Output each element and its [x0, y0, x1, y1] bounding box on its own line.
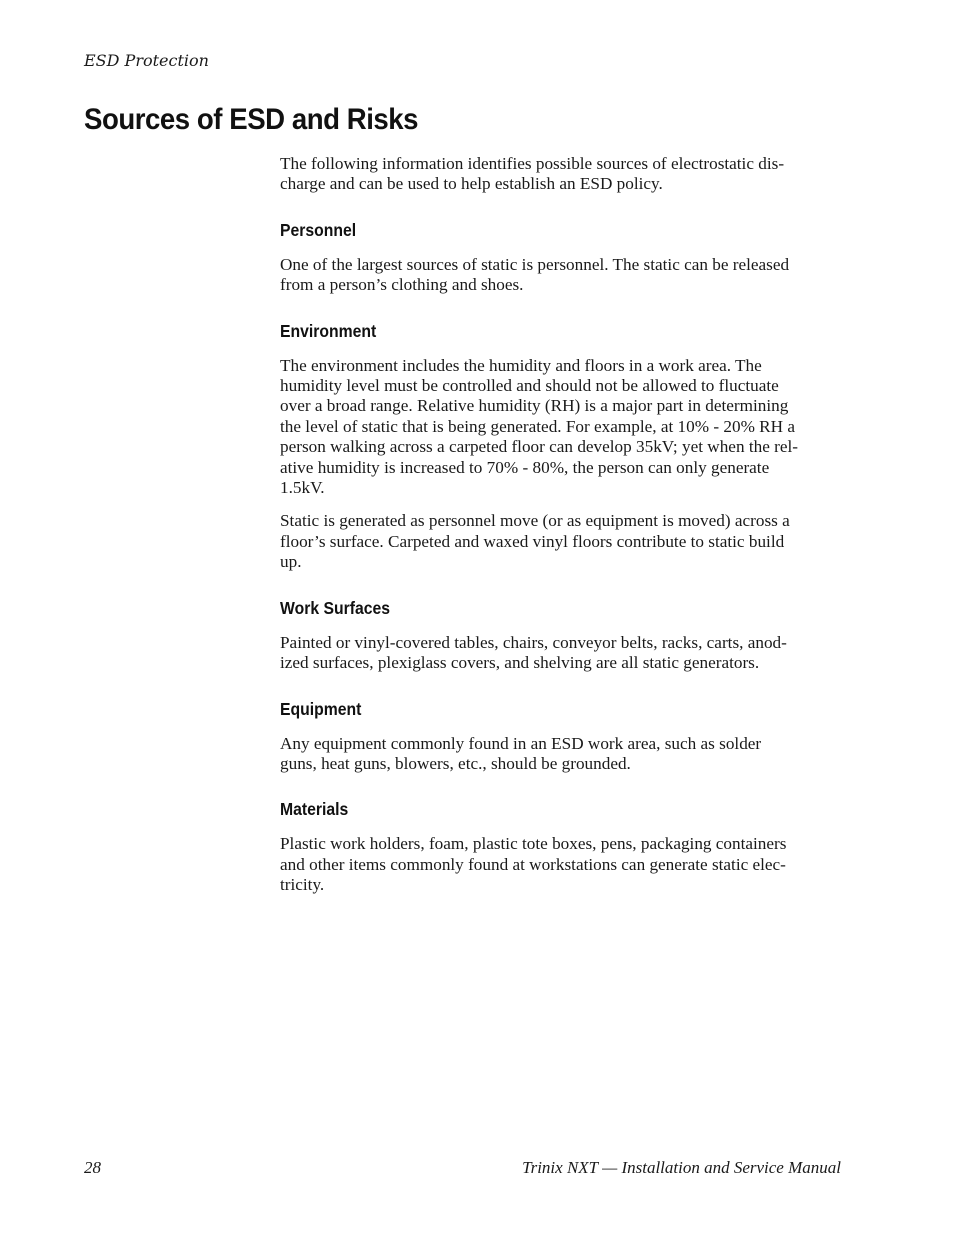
section-heading-materials: Materials [280, 799, 349, 820]
intro-paragraph: The following information identifies possible sources of electrostatic dis- charge and can be used to help establish an ESD policy. [280, 154, 785, 194]
equipment-paragraph: Any equipment commonly found in an ESD work area, such as solder guns, heat guns, blowers, etc., should be grounded. [280, 733, 762, 773]
section-work-surfaces [280, 597, 845, 674]
environment-paragraph-humidity: The environment includes the humidity and floors in a work area. The humidity level must be controlled and should not be allowed to fluctuate over a broad range. Relative humidity (RH) is a major part in determining the level of static that is being generated. For example, at 10% - 20% RH a person walking across a carpeted floor can develop 35kV; yet when the rel- ative humidity is increased to 70% - 80%, the person can only generate 1.5kV. [280, 355, 798, 498]
section-materials [280, 798, 845, 895]
section-personnel [280, 219, 845, 296]
body-column [280, 154, 845, 896]
environment-paragraph-floors: Static is generated as personnel move (or as equipment is moved) across a floor’s surface. Carpeted and waxed vinyl floors contribute to static build up. [280, 511, 790, 572]
section-heading-work-surfaces: Work Surfaces [280, 597, 391, 618]
page-title: Sources of ESD and Risks [84, 103, 419, 136]
footer-page-number: 28 [84, 1158, 101, 1177]
footer-manual-title: Trinix NXT — Installation and Service Manual [522, 1158, 841, 1177]
materials-paragraph: Plastic work holders, foam, plastic tote boxes, pens, packaging containers and other items commonly found at workstations can generate static elec- tricity. [280, 834, 787, 895]
section-heading-equipment: Equipment [280, 698, 362, 719]
section-equipment [280, 698, 845, 775]
section-heading-personnel: Personnel [280, 219, 357, 240]
work-surfaces-paragraph: Painted or vinyl-covered tables, chairs, conveyor belts, racks, carts, anod- ized surfaces, plexiglass covers, and shelving are all static generators. [280, 632, 787, 673]
running-header: ESD Protection [84, 51, 209, 70]
section-environment [280, 320, 845, 573]
personnel-paragraph: One of the largest sources of static is personnel. The static can be released from a person’s clothing and shoes. [280, 254, 790, 295]
section-heading-environment: Environment [280, 320, 377, 341]
